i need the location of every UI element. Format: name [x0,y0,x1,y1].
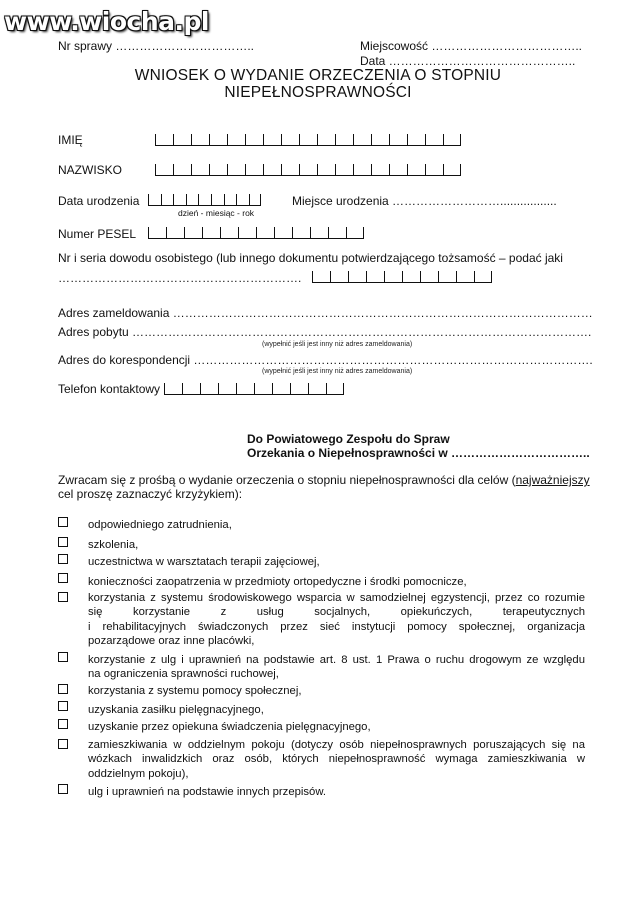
birth-date-label: Data urodzenia [58,194,140,208]
id-document-boxes[interactable] [312,271,492,285]
case-number-field[interactable]: Nr sprawy …………………………….. [58,39,255,53]
first-name-boxes[interactable] [155,134,461,148]
option-traffic-law [88,653,585,682]
checkbox-other-regulations[interactable] [58,784,68,794]
form-title-line2: NIEPEŁNOSPRAWNOŚCI [224,84,412,101]
residence-address-field[interactable]: Adres pobytu ……………………………………………………………………………………………………. [58,325,592,339]
option-training: szkolenia, [88,539,139,551]
option-other-regulations: ulg i uprawnień na podstawie innych przepisów. [88,786,327,798]
checkbox-caregiver-benefit[interactable] [58,719,68,729]
id-document-dots[interactable]: ……………………………………………………. [58,271,302,285]
checkbox-employment[interactable] [58,517,68,527]
checkbox-care-allowance[interactable] [58,701,68,711]
option-caregiver-benefit: uzyskanie przez opiekuna świadczenia pielęgnacyjnego, [88,721,371,733]
birth-place-field[interactable]: Miejsce urodzenia ………………………................. [292,194,557,208]
recipient-line1: Do Powiatowego Zespołu do Spraw [247,432,450,446]
option-separate-room-line2: wózkach inwalidzkich oraz osób, których niepełnosprawność wymaga zamieszkiwania w [88,753,585,766]
last-name-label: NAZWISKO [58,163,123,177]
option-separate-room [88,738,585,781]
option-social-assistance: korzystania z systemu pomocy społecznej, [88,685,302,697]
request-line2: cel proszę zaznaczyć krzyżykiem): [58,487,243,501]
option-traffic-law-line1: korzystanie z ulg i uprawnień na podstawie art. 8 ust. 1 Prawa o ruchu drogowym ze względu [88,654,585,666]
correspondence-address-field[interactable]: Adres do korespondencji ………………………………………………………………………………………. [58,353,593,367]
place-field[interactable]: Miejscowość ……………………………….. [360,39,583,53]
option-social-support-line4: pozarządowe oraz inne placówki, [88,634,255,647]
option-workshops: uczestnictwa w warsztatach terapii zajęciowej, [88,556,320,568]
birth-date-hint: dzień - miesiąc - rok [178,208,255,218]
checkbox-training[interactable] [58,537,68,547]
recipient-line2[interactable]: Orzekania o Niepełnosprawności w …………………………….. [247,446,590,460]
option-traffic-law-line2: na ograniczenia sprawności ruchowej, [88,668,279,681]
request-text: Zwracam się z prośbą o wydanie orzeczenia o stopniu niepełnosprawności dla celów ( [58,473,516,487]
registered-address-field[interactable]: Adres zameldowania …………………………………………………………………………………………… [58,306,593,320]
watermark-text: www.wiocha.pl [4,7,209,36]
watermark-logo [0,0,209,44]
option-care-allowance: uzyskania zasiłku pielęgnacyjnego, [88,704,264,716]
option-social-support-line1: korzystania z systemu środowiskowego wsparcia w samodzielnej egzystencji, przez co rozumie [88,592,585,604]
option-employment: odpowiedniego zatrudnienia, [88,519,232,531]
request-line1 [58,473,590,487]
option-separate-room-line3: oddzielnym pokoju), [88,767,189,780]
option-social-support-line3: i rehabilitacyjnych świadczonych przez sieć instytucji pomocy społecznej, organizacja [88,620,585,633]
option-social-support-line2: się korzystanie z usług socjalnych, opiekuńczych, terapeutycznych [88,606,585,619]
phone-label: Telefon kontaktowy [58,382,161,396]
checkbox-workshops[interactable] [58,554,68,564]
checkbox-traffic-law[interactable] [58,652,68,662]
checkbox-social-assistance[interactable] [58,684,68,694]
checkbox-social-support[interactable] [58,592,68,602]
pesel-boxes[interactable] [148,227,364,241]
birth-date-boxes[interactable] [148,194,261,208]
option-social-support [88,591,585,648]
date-field[interactable]: Data ……………………………………….. [360,54,576,68]
request-underlined: najważniejszy [515,473,590,487]
residence-address-hint: (wypełnić jeśli jest inny niż adres zameldowania) [262,341,413,348]
form-title-line1: WNIOSEK O WYDANIE ORZECZENIA O STOPNIU [134,67,502,84]
first-name-label: IMIĘ [58,133,83,147]
checkbox-separate-room[interactable] [58,739,68,749]
phone-boxes[interactable] [164,383,344,397]
last-name-boxes[interactable] [155,164,461,178]
option-separate-room-line1: zamieszkiwania w oddzielnym pokoju (dotyczy osób niepełnosprawnych poruszających się na [88,739,585,751]
pesel-label: Numer PESEL [58,227,137,241]
id-document-label: Nr i seria dowodu osobistego (lub innego dokumentu potwierdzającego tożsamość – podać jaki [58,251,563,265]
correspondence-address-hint: (wypełnić jeśli jest inny niż adres zameldowania) [262,368,413,375]
option-orthopedic: konieczności zaopatrzenia w przedmioty ortopedyczne i środki pomocnicze, [88,576,467,588]
checkbox-orthopedic[interactable] [58,573,68,583]
